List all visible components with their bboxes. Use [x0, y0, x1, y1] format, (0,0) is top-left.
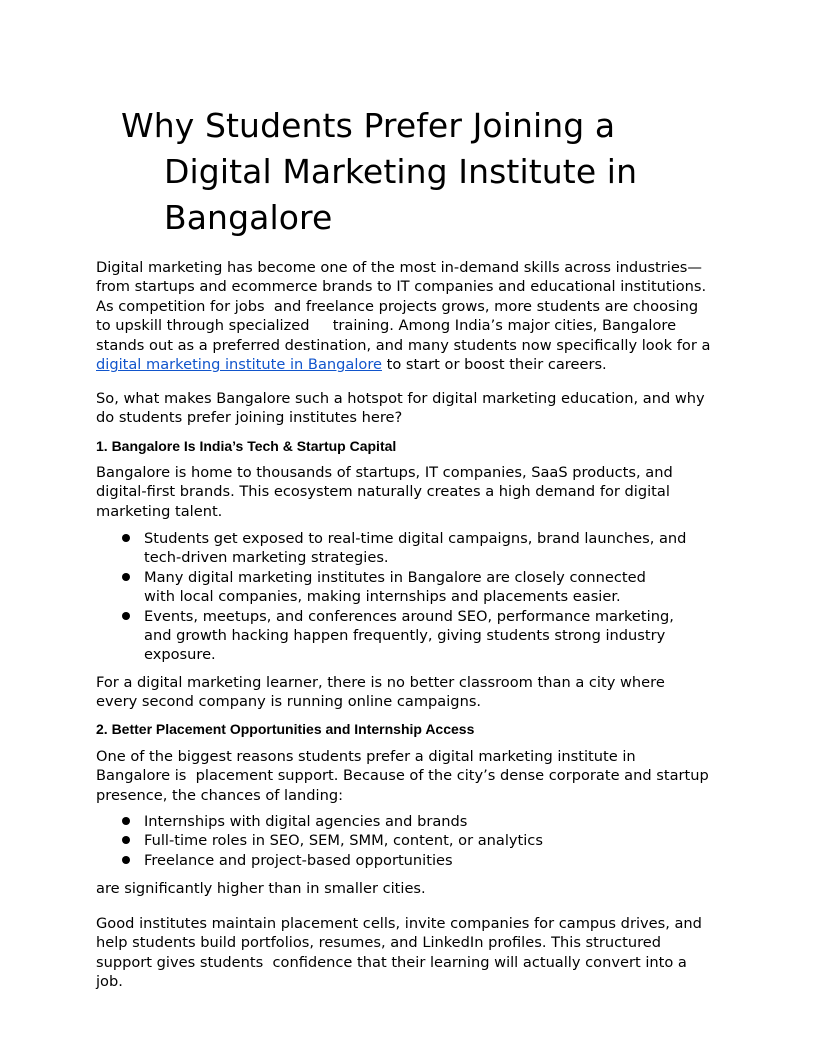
- text-line: Internships with digital agencies and brands: [144, 813, 468, 830]
- section2-paragraph: [96, 747, 726, 805]
- text-line: support gives students confidence that their learning will actually convert into a: [96, 953, 687, 971]
- bullet-icon: [122, 612, 130, 620]
- text-line: presence, the chances of landing:: [96, 786, 344, 804]
- text-line: with local companies, making internships and placements easier.: [144, 588, 621, 606]
- text-line: So, what makes Bangalore such a hotspot for digital marketing education, and why: [96, 390, 705, 407]
- bullet-icon: [122, 836, 130, 844]
- text-line: from startups and ecommerce brands to IT companies and educational institutions.: [96, 278, 707, 296]
- title-line: Bangalore: [164, 198, 333, 237]
- text-line: marketing talent.: [96, 502, 223, 520]
- list-item: [96, 812, 736, 831]
- text-line: [96, 355, 726, 374]
- section2-bullet-list: [96, 812, 736, 870]
- institute-link[interactable]: digital marketing institute in Bangalore: [96, 356, 382, 374]
- text-line: One of the biggest reasons students prefer a digital marketing institute in: [96, 748, 636, 765]
- text-line: exposure.: [144, 646, 216, 664]
- text-line: Full-time roles in SEO, SEM, SMM, content, or analytics: [144, 832, 543, 850]
- list-item: [96, 851, 736, 870]
- text-line: are significantly higher than in smaller cities.: [96, 880, 426, 897]
- text-line: every second company is running online campaigns.: [96, 693, 482, 711]
- section-heading: 2. Better Placement Opportunities and Internship Access: [96, 721, 475, 737]
- text-fragment: to start or boost their careers.: [381, 356, 607, 374]
- text-line: tech-driven marketing strategies.: [144, 549, 389, 567]
- text-line: help students build portfolios, resumes, and LinkedIn profiles. This structured: [96, 934, 662, 952]
- text-line: Bangalore is placement support. Because of the city’s dense corporate and startup: [96, 767, 709, 785]
- text-line: As competition for jobs and freelance projects grows, more students are choosing: [96, 297, 699, 315]
- list-item: [96, 529, 736, 568]
- text-line: Freelance and project-based opportunities: [144, 851, 453, 869]
- text-line: job.: [96, 973, 123, 991]
- text-line: digital-first brands. This ecosystem naturally creates a high demand for digital: [96, 483, 670, 501]
- question-paragraph: [96, 389, 726, 428]
- section1-paragraph: [96, 463, 726, 521]
- bullet-icon: [122, 573, 130, 581]
- section2-closing-paragraph: [96, 914, 726, 992]
- text-line: Good institutes maintain placement cells, invite companies for campus drives, and: [96, 915, 702, 932]
- text-line: and growth hacking happen frequently, giving students strong industry: [144, 627, 666, 645]
- section2-followup-paragraph: [96, 879, 726, 898]
- page-title: [121, 103, 761, 241]
- bullet-icon: [122, 534, 130, 542]
- text-line: stands out as a preferred destination, and many students now specifically look for a: [96, 336, 711, 354]
- text-line: do students prefer joining institutes here?: [96, 409, 403, 427]
- list-item: [96, 831, 736, 850]
- title-line: Digital Marketing Institute in: [164, 152, 638, 191]
- list-item: [96, 607, 736, 665]
- list-item: [96, 568, 736, 607]
- title-line: Why Students Prefer Joining a: [121, 106, 616, 145]
- text-line: to upskill through specialized training. Among India’s major cities, Bangalore: [96, 317, 677, 335]
- bullet-icon: [122, 817, 130, 825]
- bullet-icon: [122, 856, 130, 864]
- intro-paragraph: [96, 258, 726, 374]
- section1-bullet-list: [96, 529, 736, 665]
- section1-closing-paragraph: [96, 673, 726, 712]
- text-line: For a digital marketing learner, there is no better classroom than a city where: [96, 674, 665, 691]
- text-line: Bangalore is home to thousands of startups, IT companies, SaaS products, and: [96, 464, 673, 481]
- text-line: Digital marketing has become one of the most in-demand skills across industries—: [96, 259, 703, 276]
- text-line: Students get exposed to real-time digital campaigns, brand launches, and: [144, 530, 687, 547]
- section-heading: 1. Bangalore Is India’s Tech & Startup Capital: [96, 438, 397, 454]
- text-line: Many digital marketing institutes in Bangalore are closely connected: [144, 568, 646, 586]
- text-line: Events, meetups, and conferences around SEO, performance marketing,: [144, 607, 674, 625]
